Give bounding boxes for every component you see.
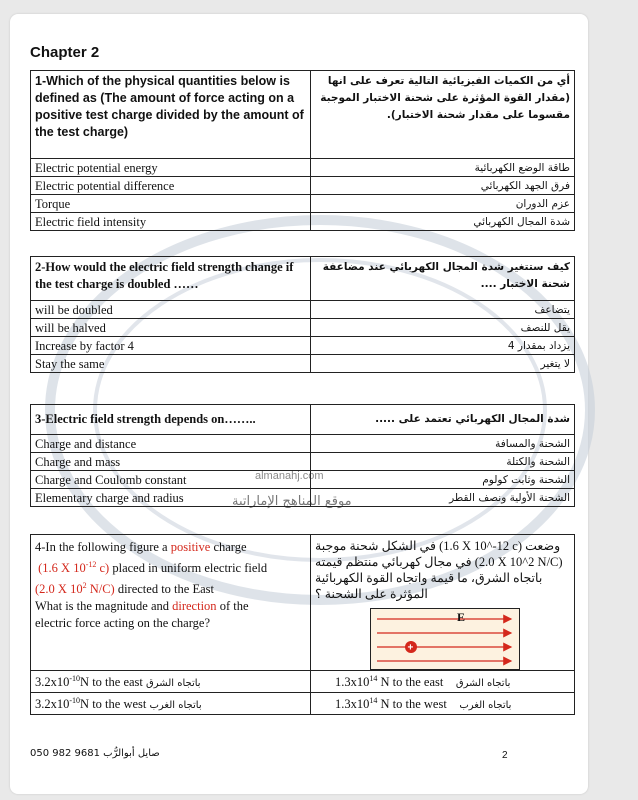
q4-opt2-val: 3.2x10 [35,697,70,712]
svg-text:+: + [407,642,414,654]
q4-l3-b: directed to the East [114,582,214,597]
q4-opt4-val: 1.3x10 [335,697,370,712]
q1-question-en: 1-Which of the physical quantities below is defined as (The amount of force acting on a positive test charge divided by the amount of the test charge) [31,71,311,159]
q3-option-3-ar: الشحنة وثابت كولوم [311,471,575,489]
q4-option-3 [311,671,575,693]
q3-question-ar: شدة المجال الكهربائي تعتمد على ..... [311,405,575,435]
q4-opt3-unit: N to the east [377,675,444,690]
q2-option-2-en: will be halved [31,319,311,337]
q4-opt1-exp: -10 [69,674,81,683]
q2-option-1-en: will be doubled [31,301,311,319]
q2-question-ar: كيف ستتغير شدة المجال الكهربائي عند مضاعفة شحنة الاختبار .... [311,257,575,301]
electric-field-diagram [370,608,520,670]
q4-question-ar-cell [311,535,575,671]
q1-option-4-en: Electric field intensity [31,213,311,231]
q4-l4-red: direction [172,599,217,614]
q4-opt4-exp: 14 [369,696,378,706]
q4-field-unit: N/C) [86,582,115,597]
chapter-title: Chapter 2 [30,44,100,61]
q4-option-1 [31,671,311,693]
q4-opt2-unit: N to the west [80,697,147,712]
q4-opt4-ar: باتجاه الغرب [459,700,512,712]
q2-option-4-en: Stay the same [31,355,311,373]
q4-question-en [31,535,311,671]
q4-l4-a: What is the magnitude and [35,599,173,614]
q3-option-3-en: Charge and Coulomb constant [31,471,311,489]
watermark-site: almanahj.com [255,470,324,482]
q2-option-1-ar: يتضاعف [311,301,575,319]
q4-charge-exp: -12 [85,560,97,569]
question-3-table [30,404,575,507]
footer-author: 050 982 9681 صايل أبوالرُّب [30,748,160,759]
q3-option-4-en: Elementary charge and radius [31,489,311,507]
watermark-label: موقع المناهج الإماراتية [232,494,352,509]
question-1-table [30,70,575,231]
q1-option-3-ar: عزم الدوران [311,195,575,213]
q4-opt1-val: 3.2x10 [35,675,70,690]
q4-field-exp: 2 [82,581,87,591]
q2-option-3-ar: يزداد بمقدار 4 [311,337,575,355]
q4-charge-unit: c) [96,561,110,576]
q4-option-4 [311,693,575,715]
q3-question-en: 3-Electric field strength depends on…….. [31,405,311,435]
field-label: E [457,610,466,624]
q3-option-1-ar: الشحنة والمسافة [311,435,575,453]
q4-question-ar: في الشكل شحنة موجبة (1.6 X 10^-12 c) وضعت في مجال كهربائي منتظم قيمته (2.0 X 10^2 N/C) باتجاه الشرق، ما قيمة واتجاه القوة الكهربائية المؤثرة على الشحنة ؟ [315,539,563,601]
q4-l4-b: of the [216,599,249,614]
q1-option-2-ar: فرق الجهد الكهربائي [311,177,575,195]
q1-option-1-ar: طاقة الوضع الكهربائية [311,159,575,177]
q4-l5: electric force acting on the charge? [35,616,211,631]
q4-charge-value: (1.6 X 10 [38,561,86,576]
q3-option-2-en: Charge and mass [31,453,311,471]
q4-l1-a: 4-In the following figure a [35,540,171,554]
q4-opt2-exp: -10 [69,696,81,706]
q4-l2-b: placed in uniform electric field [109,561,268,576]
q3-option-4-ar: الشحنة الأولية ونصف القطر [311,489,575,507]
q1-option-3-en: Torque [31,195,311,213]
q4-opt3-ar: باتجاه الشرق [455,678,511,690]
question-4-table [30,534,575,715]
q4-l1-red: positive [170,540,211,554]
q4-option-2 [31,693,311,715]
q1-option-1-en: Electric potential energy [31,159,311,177]
q4-field-value: (2.0 X 10 [35,582,83,597]
q3-option-2-ar: الشحنة والكتلة [311,453,575,471]
page-number: 2 [502,750,508,761]
q2-option-4-ar: لا يتغير [311,355,575,373]
q4-l1-b: charge [210,540,247,554]
q2-option-3-en: Increase by factor 4 [31,337,311,355]
field-lines [371,609,521,671]
q2-option-2-ar: يقل للنصف [311,319,575,337]
q4-opt1-unit: N to the east [80,675,143,690]
q1-option-4-ar: شدة المجال الكهربائي [311,213,575,231]
q1-option-2-en: Electric potential difference [31,177,311,195]
q1-question-ar: أي من الكميات الفيزيائية التالية تعرف على انها (مقدار القوة المؤثرة على شحنة الاختبار الموجبة مقسوما على مقدار شحنة الاختبار). [311,71,575,159]
q4-opt1-ar: باتجاه الشرق [146,678,201,690]
q4-opt3-exp: 14 [369,674,378,683]
question-2-table [30,256,575,373]
q4-opt3-val: 1.3x10 [335,675,370,690]
q4-opt4-unit: N to the west [377,697,447,712]
q4-opt2-ar: باتجاه الغرب [149,700,202,712]
q2-question-en: 2-How would the electric field strength change if the test charge is doubled …… [31,257,311,301]
q3-option-1-en: Charge and distance [31,435,311,453]
